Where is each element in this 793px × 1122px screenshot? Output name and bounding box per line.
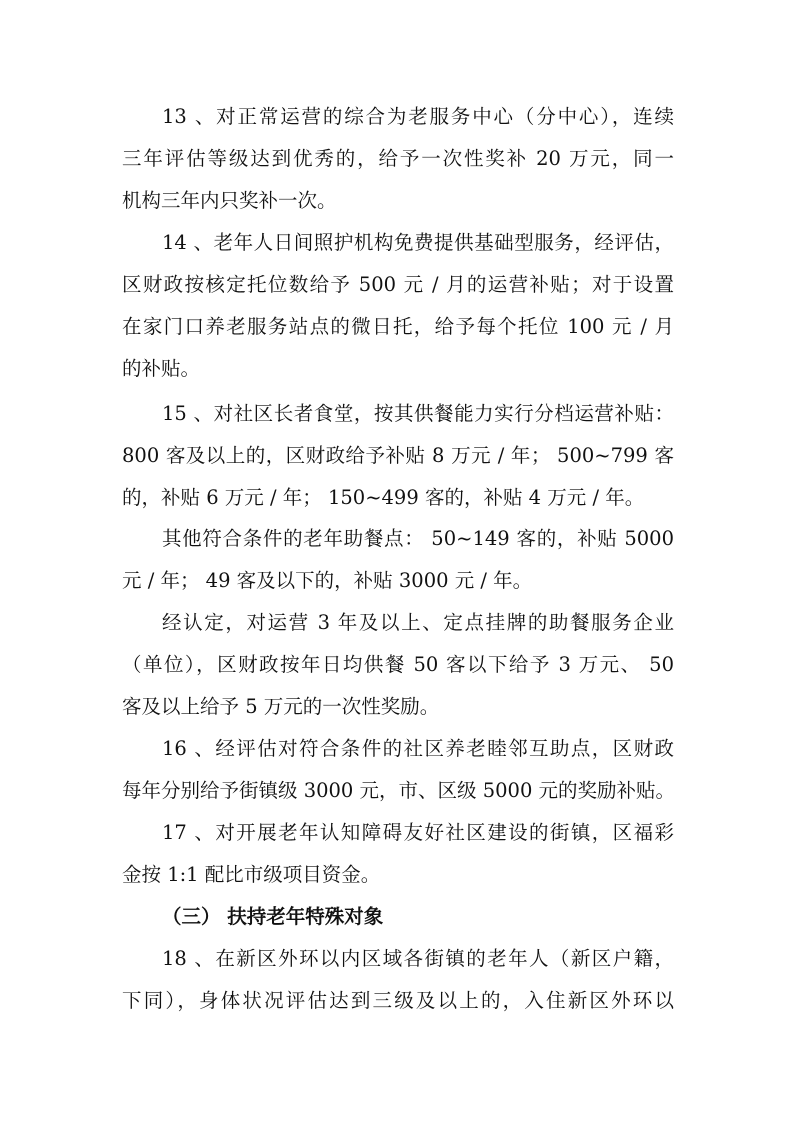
paragraph-16-line-2: 每年分别给予街镇级 3000 元，市、区级 5000 元的奖励补贴。 [122,779,676,802]
paragraph-14-line-2: 区财政按核定托位数给予 500 元 / 月的运营补贴；对于设置 [122,273,674,296]
paragraph-16-line-1: 16 、经评估对符合条件的社区养老睦邻互助点，区财政 [162,737,674,760]
paragraph-14-line-3: 在家门口养老服务站点的微日托，给予每个托位 100 元 / 月 [122,315,674,338]
section-heading-3: （三） 扶持老年特殊对象 [162,905,384,928]
award-line-1: 经认定，对运营 3 年及以上、定点挂牌的助餐服务企业 [162,611,674,634]
paragraph-13-line-1: 13 、对正常运营的综合为老服务中心（分中心），连续 [162,105,674,128]
paragraph-14-line-4: 的补贴。 [122,357,201,380]
meal-point-line-1: 其他符合条件的老年助餐点： 50~149 客的，补贴 5000 [162,527,674,550]
paragraph-15-line-3: 的，补贴 6 万元 / 年； 150~499 客的，补贴 4 万元 / 年。 [122,486,645,509]
meal-point-line-2: 元 / 年； 49 客及以下的，补贴 3000 元 / 年。 [122,569,533,592]
paragraph-15-line-1: 15 、对社区长者食堂，按其供餐能力实行分档运营补贴： [162,402,674,425]
paragraph-15-line-2: 800 客及以上的，区财政给予补贴 8 万元 / 年； 500~799 客 [122,444,674,467]
paragraph-17-line-1: 17 、对开展老年认知障碍友好社区建设的街镇，区福彩 [162,821,674,844]
paragraph-18-line-2: 下同），身体状况评估达到三级及以上的，入住新区外环以 [122,989,674,1012]
paragraph-14-line-1: 14 、老年人日间照护机构免费提供基础型服务，经评估， [162,231,674,254]
paragraph-18-line-1: 18 、在新区外环以内区域各街镇的老年人（新区户籍， [162,947,674,970]
award-line-2: （单位），区财政按年日均供餐 50 客以下给予 3 万元、 50 [122,653,674,676]
paragraph-17-line-2: 金按 1:1 配比市级项目资金。 [122,863,381,886]
paragraph-13-line-3: 机构三年内只奖补一次。 [122,189,337,212]
paragraph-13-line-2: 三年评估等级达到优秀的，给予一次性奖补 20 万元，同一 [122,147,674,170]
award-line-3: 客及以上给予 5 万元的一次性奖励。 [122,695,440,718]
